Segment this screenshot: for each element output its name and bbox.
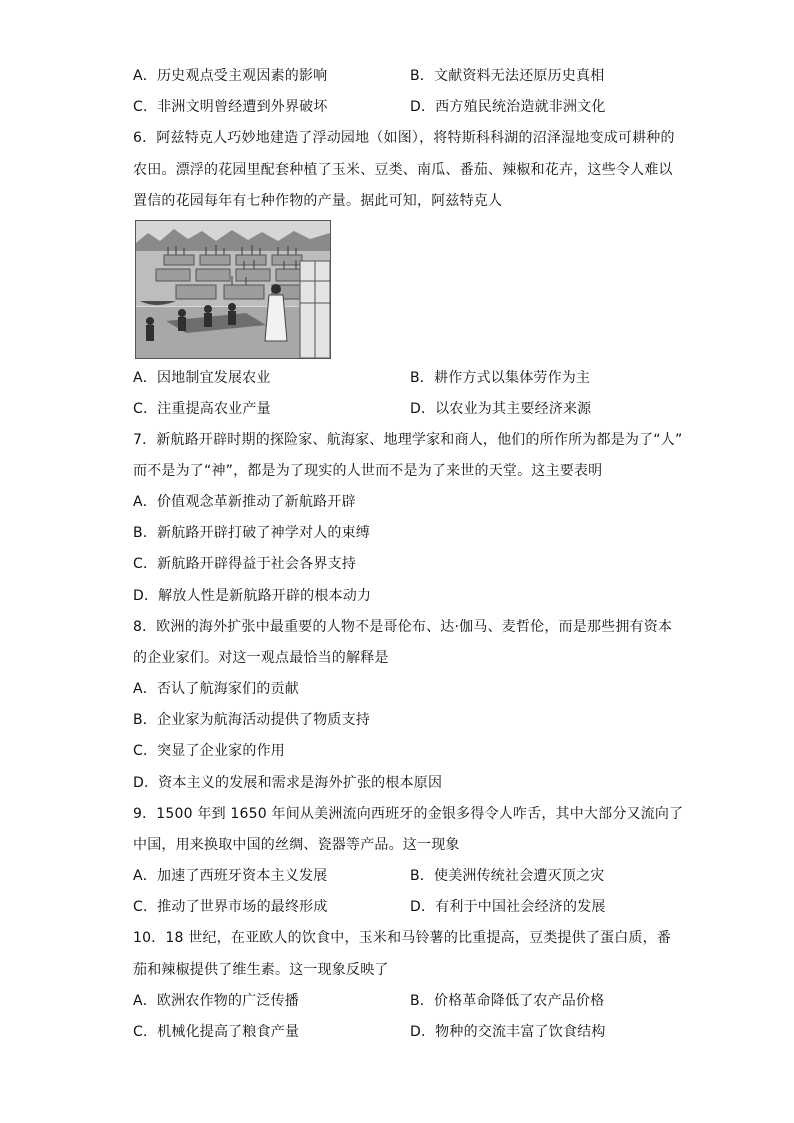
q5-option-b: B．文献资料无法还原历史真相 — [410, 68, 605, 84]
q10-stem-line-2: 茄和辣椒提供了维生素。这一现象反映了 — [133, 962, 389, 978]
q8-stem-line-1: 8．欧洲的海外扩张中最重要的人物不是哥伦布、达·伽马、麦哲伦，而是那些拥有资本 — [133, 619, 673, 635]
q8-option-c: C．突显了企业家的作用 — [133, 743, 285, 759]
q10-option-c: C．机械化提高了粮食产量 — [133, 1024, 300, 1040]
q8-option-d: D．资本主义的发展和需求是海外扩张的根本原因 — [133, 775, 443, 791]
q10-option-a: A．欧洲农作物的广泛传播 — [133, 993, 299, 1009]
q9-option-c: C．推动了世界市场的最终形成 — [133, 899, 328, 915]
q6-stem-line-3: 置信的花园每年有七种作物的产量。据此可知，阿兹特克人 — [133, 193, 503, 209]
q5-option-a: A．历史观点受主观因素的影响 — [133, 68, 328, 84]
q9-option-b: B．使美洲传统社会遭灭顶之灾 — [410, 868, 605, 884]
q7-option-a: A．价值观念革新推动了新航路开辟 — [133, 494, 356, 510]
q9-option-a: A．加速了西班牙资本主义发展 — [133, 868, 328, 884]
q6-option-d: D．以农业为其主要经济来源 — [410, 401, 592, 417]
q9-stem-line-1: 9．1500 年到 1650 年间从美洲流向西班牙的金银多得令人咋舌，其中大部分又流向了 — [133, 806, 684, 822]
q10-option-b: B．价格革命降低了农产品价格 — [410, 993, 605, 1009]
q10-stem-line-1: 10．18 世纪，在亚欧人的饮食中，玉米和马铃薯的比重提高，豆类提供了蛋白质，番 — [133, 930, 672, 946]
q7-option-d: D．解放人性是新航路开辟的根本动力 — [133, 588, 372, 604]
q6-stem-line-1: 6．阿兹特克人巧妙地建造了浮动园地（如图），将特斯科科湖的沼泽湿地变成可耕种的 — [133, 130, 675, 146]
q9-option-d: D．有利于中国社会经济的发展 — [410, 899, 606, 915]
q7-stem-line-1: 7．新航路开辟时期的探险家、航海家、地理学家和商人，他们的所作所为都是为了“人” — [133, 432, 683, 448]
q6-option-b: B．耕作方式以集体劳作为主 — [410, 370, 591, 386]
q10-option-d: D．物种的交流丰富了饮食结构 — [410, 1024, 606, 1040]
q7-option-c: C．新航路开辟得益于社会各界支持 — [133, 556, 356, 572]
floating-garden-illustration — [135, 220, 331, 359]
q7-option-b: B．新航路开辟打破了神学对人的束缚 — [133, 525, 371, 541]
q7-stem-line-2: 而不是为了“神”，都是为了现实的人世而不是为了来世的天堂。这主要表明 — [133, 463, 603, 479]
chinampa-drawing — [136, 221, 330, 358]
q8-option-b: B．企业家为航海活动提供了物质支持 — [133, 712, 371, 728]
q8-option-a: A．否认了航海家们的贡献 — [133, 681, 299, 697]
q9-stem-line-2: 中国，用来换取中国的丝绸、瓷器等产品。这一现象 — [133, 837, 460, 853]
q6-option-c: C．注重提高农业产量 — [133, 401, 271, 417]
q5-option-c: C．非洲文明曾经遭到外界破坏 — [133, 99, 328, 115]
q5-option-d: D．西方殖民统治造就非洲文化 — [410, 99, 606, 115]
q8-stem-line-2: 的企业家们。对这一观点最恰当的解释是 — [133, 650, 389, 666]
q6-stem-line-2: 农田。漂浮的花园里配套种植了玉米、豆类、南瓜、番茄、辣椒和花卉，这些令人难以 — [133, 162, 673, 178]
q6-option-a: A．因地制宜发展农业 — [133, 370, 271, 386]
